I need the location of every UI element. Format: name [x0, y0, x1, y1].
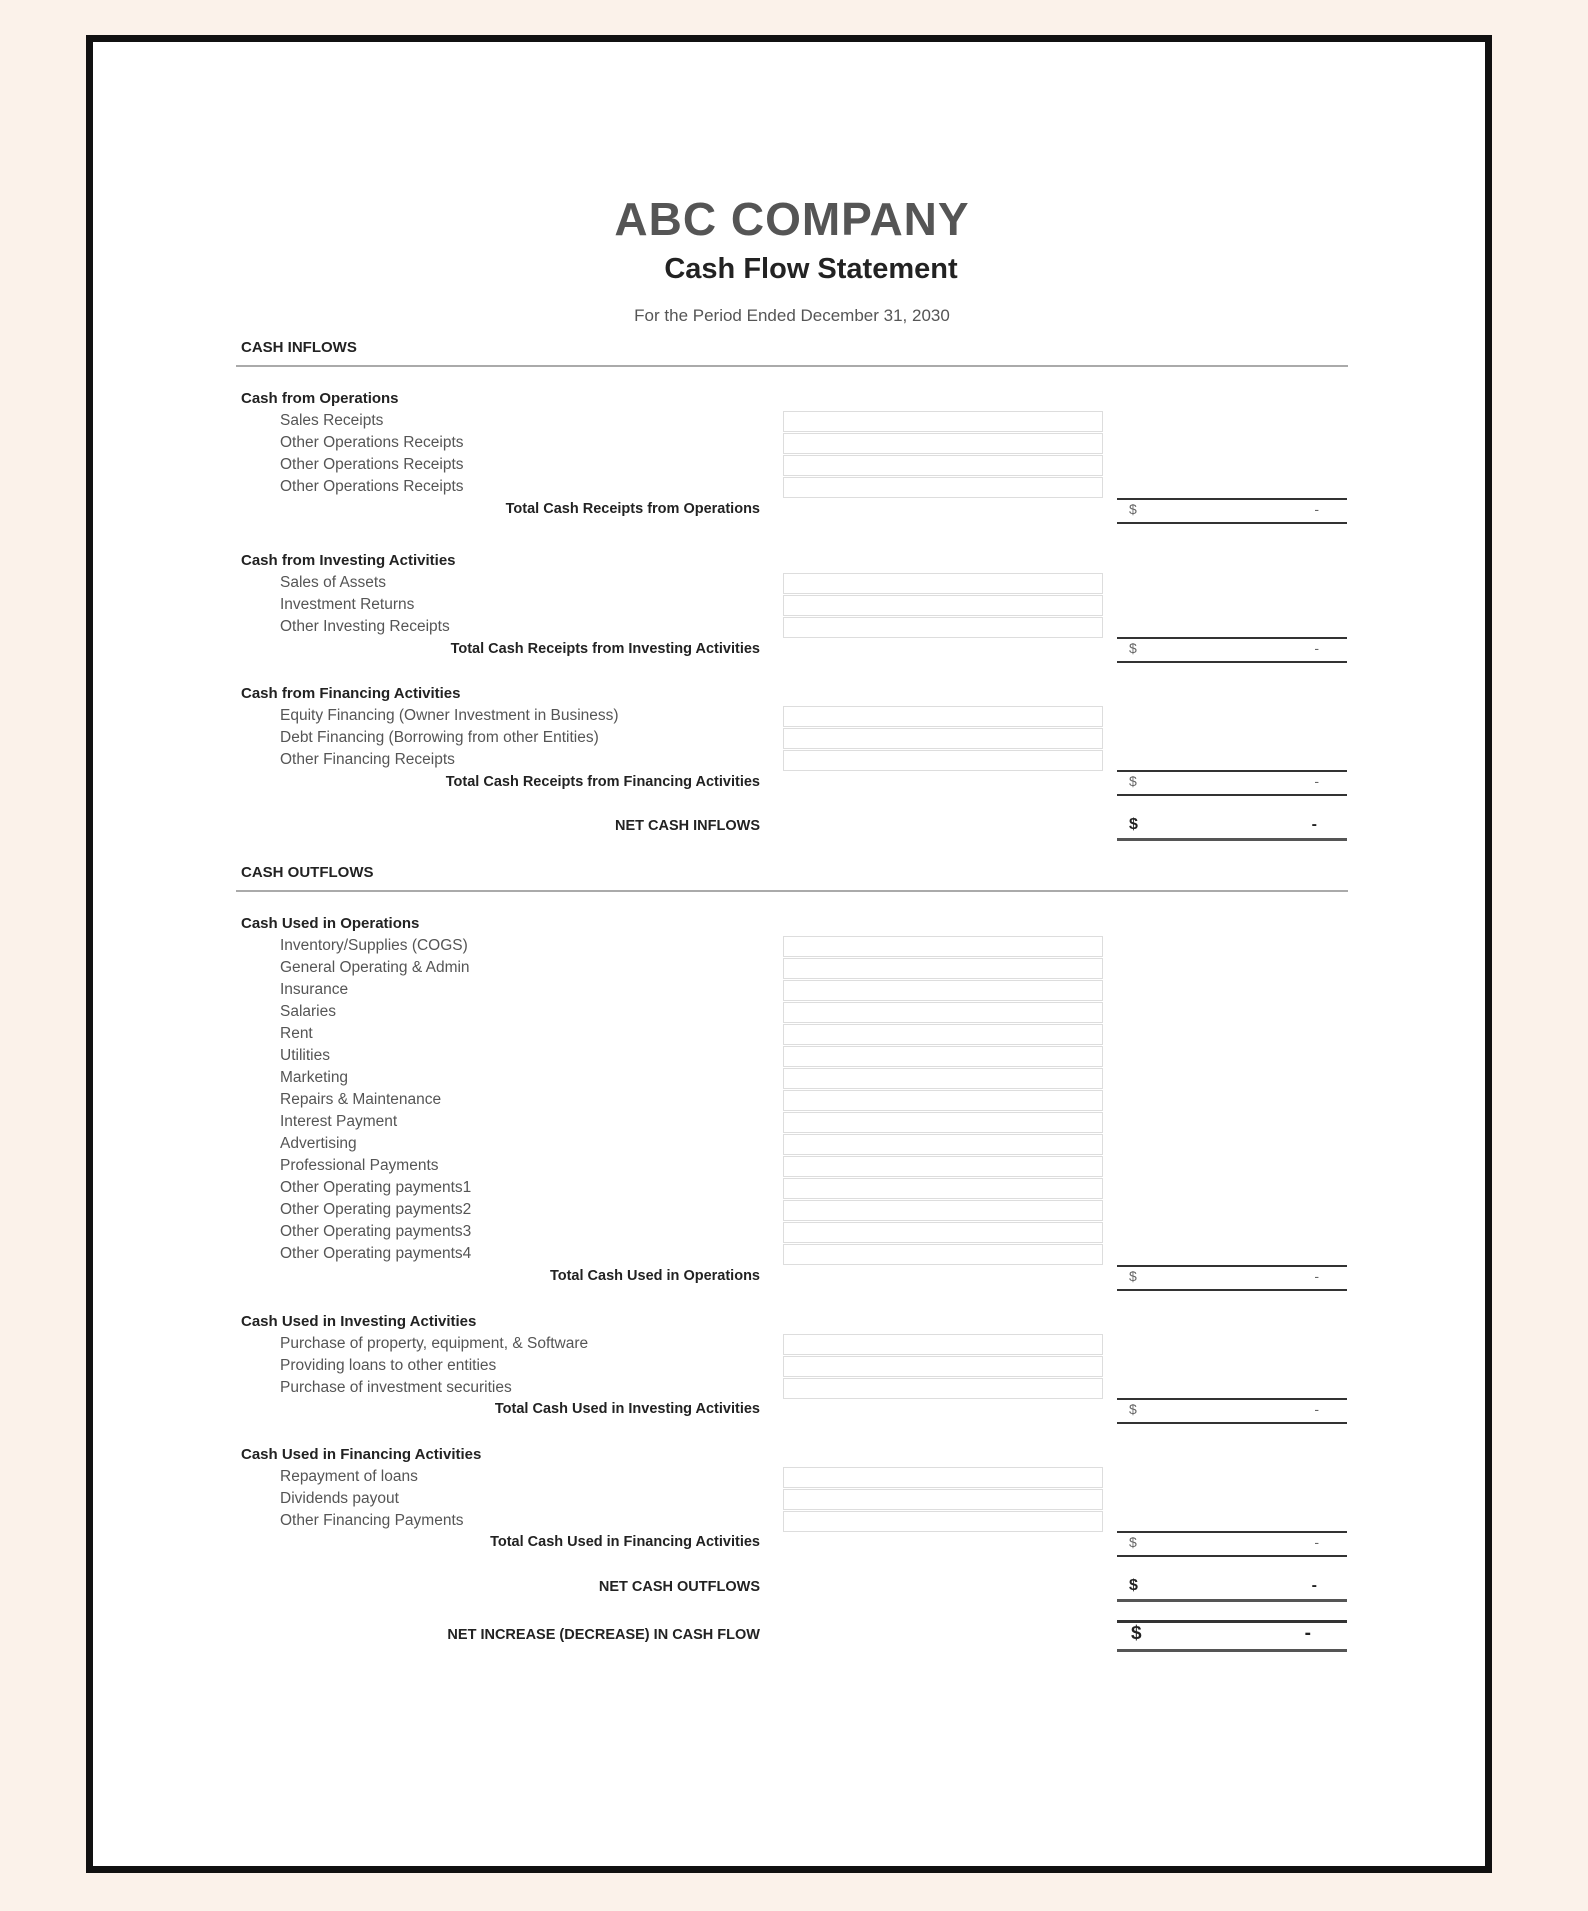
- total-value: -: [1314, 501, 1319, 517]
- currency-symbol: $: [1129, 501, 1137, 517]
- currency-symbol: $: [1129, 1268, 1137, 1284]
- net-increase-cell: [1117, 1620, 1347, 1652]
- outflow-operations-item: Professional Payments: [280, 1157, 439, 1174]
- outflow-operations-item: Repairs & Maintenance: [280, 1091, 442, 1108]
- outflow-financing-inputs: [783, 1466, 1103, 1532]
- inflow-investing-title: Cash from Investing Activities: [241, 552, 456, 569]
- inflow-operations-item: Other Operations Receipts: [280, 456, 464, 473]
- outflow-operations-total-cell: [1117, 1265, 1347, 1291]
- outflow-financing-total-label: Total Cash Used in Financing Activities: [490, 1534, 760, 1550]
- grand-total-value: -: [1304, 1623, 1311, 1644]
- outflow-operations-item: Other Operating payments3: [280, 1223, 472, 1240]
- amount-input[interactable]: [783, 1378, 1103, 1399]
- inflow-investing-total-label: Total Cash Receipts from Investing Activities: [450, 641, 760, 657]
- amount-input[interactable]: [783, 1046, 1103, 1067]
- outflow-operations-item: Other Operating payments2: [280, 1201, 472, 1218]
- amount-input[interactable]: [783, 1024, 1103, 1045]
- amount-input[interactable]: [783, 750, 1103, 771]
- amount-input[interactable]: [783, 1200, 1103, 1221]
- net-cash-outflows-cell: [1117, 1577, 1347, 1602]
- outflow-investing-item: Purchase of investment securities: [280, 1379, 512, 1396]
- currency-symbol: $: [1129, 816, 1138, 833]
- amount-input[interactable]: [783, 617, 1103, 638]
- outflow-financing-item: Dividends payout: [280, 1490, 399, 1507]
- inflow-investing-total-cell: [1117, 637, 1347, 663]
- amount-input[interactable]: [783, 1002, 1103, 1023]
- cash-outflows-rule: [236, 890, 1348, 892]
- amount-input[interactable]: [783, 433, 1103, 454]
- amount-input[interactable]: [783, 1244, 1103, 1265]
- inflow-investing-item: Investment Returns: [280, 596, 415, 613]
- cash-inflows-rule: [236, 365, 1348, 367]
- amount-input[interactable]: [783, 573, 1103, 594]
- inflow-operations-inputs: [783, 410, 1103, 498]
- amount-input[interactable]: [783, 1334, 1103, 1355]
- amount-input[interactable]: [783, 1222, 1103, 1243]
- amount-input[interactable]: [783, 1112, 1103, 1133]
- outflow-operations-title: Cash Used in Operations: [241, 915, 420, 932]
- outflow-financing-item: Repayment of loans: [280, 1468, 418, 1485]
- amount-input[interactable]: [783, 411, 1103, 432]
- outflow-operations-item: Inventory/Supplies (COGS): [280, 937, 468, 954]
- inflow-operations-total-cell: [1117, 498, 1347, 524]
- amount-input[interactable]: [783, 1511, 1103, 1532]
- total-value: -: [1314, 773, 1319, 789]
- amount-input[interactable]: [783, 958, 1103, 979]
- amount-input[interactable]: [783, 1489, 1103, 1510]
- outflow-operations-item: Utilities: [280, 1047, 330, 1064]
- amount-input[interactable]: [783, 936, 1103, 957]
- amount-input[interactable]: [783, 595, 1103, 616]
- inflow-financing-item: Equity Financing (Owner Investment in Business): [280, 707, 619, 724]
- document-title: Cash Flow Statement: [664, 253, 958, 285]
- outflow-operations-item: Advertising: [280, 1135, 357, 1152]
- inflow-operations-total-label: Total Cash Receipts from Operations: [505, 501, 760, 517]
- amount-input[interactable]: [783, 706, 1103, 727]
- inflow-financing-item: Debt Financing (Borrowing from other Entities): [280, 729, 599, 746]
- outflow-investing-title: Cash Used in Investing Activities: [241, 1313, 477, 1330]
- net-cash-outflows-label: NET CASH OUTFLOWS: [598, 1579, 760, 1595]
- inflow-investing-item: Other Investing Receipts: [280, 618, 450, 635]
- amount-input[interactable]: [783, 1356, 1103, 1377]
- currency-symbol: $: [1129, 1401, 1137, 1417]
- net-value: -: [1311, 816, 1317, 833]
- outflow-operations-item: Other Operating payments4: [280, 1245, 472, 1262]
- inflow-financing-inputs: [783, 705, 1103, 771]
- outflow-financing-total-cell: [1117, 1531, 1347, 1557]
- amount-input[interactable]: [783, 1178, 1103, 1199]
- net-cash-inflows-cell: [1117, 816, 1347, 841]
- cash-outflows-heading: CASH OUTFLOWS: [241, 864, 374, 881]
- total-value: -: [1314, 1534, 1319, 1550]
- outflow-investing-item: Purchase of property, equipment, & Software: [280, 1335, 589, 1352]
- outflow-operations-item: Other Operating payments1: [280, 1179, 472, 1196]
- company-name: ABC COMPANY: [614, 193, 970, 245]
- outflow-investing-inputs: [783, 1333, 1103, 1399]
- amount-input[interactable]: [783, 980, 1103, 1001]
- amount-input[interactable]: [783, 1467, 1103, 1488]
- currency-symbol: $: [1129, 773, 1137, 789]
- outflow-operations-item: General Operating & Admin: [280, 959, 470, 976]
- total-value: -: [1314, 1268, 1319, 1284]
- outflow-operations-item: Insurance: [280, 981, 349, 998]
- amount-input[interactable]: [783, 1134, 1103, 1155]
- outflow-operations-item: Salaries: [280, 1003, 336, 1020]
- outflow-financing-title: Cash Used in Financing Activities: [241, 1446, 482, 1463]
- outflow-investing-total-label: Total Cash Used in Investing Activities: [494, 1401, 760, 1417]
- outflow-operations-inputs: [783, 935, 1103, 1265]
- amount-input[interactable]: [783, 455, 1103, 476]
- inflow-operations-item: Other Operations Receipts: [280, 434, 464, 451]
- outflow-operations-total-label: Total Cash Used in Operations: [549, 1268, 760, 1284]
- total-value: -: [1314, 640, 1319, 656]
- period-subtitle: For the Period Ended December 31, 2030: [634, 306, 950, 325]
- inflow-financing-title: Cash from Financing Activities: [241, 685, 461, 702]
- currency-symbol: $: [1129, 640, 1137, 656]
- net-increase-label: NET INCREASE (DECREASE) IN CASH FLOW: [447, 1627, 760, 1643]
- inflow-financing-total-label: Total Cash Receipts from Financing Activities: [445, 774, 760, 790]
- outflow-operations-item: Interest Payment: [280, 1113, 398, 1130]
- inflow-operations-item: Other Operations Receipts: [280, 478, 464, 495]
- inflow-investing-item: Sales of Assets: [280, 574, 386, 591]
- inflow-operations-title: Cash from Operations: [241, 390, 399, 407]
- amount-input[interactable]: [783, 477, 1103, 498]
- inflow-financing-total-cell: [1117, 770, 1347, 796]
- currency-symbol: $: [1129, 1577, 1138, 1594]
- outflow-operations-item: Rent: [280, 1025, 313, 1042]
- outflow-financing-item: Other Financing Payments: [280, 1512, 464, 1529]
- currency-symbol: $: [1131, 1623, 1142, 1644]
- cash-inflows-heading: CASH INFLOWS: [241, 339, 357, 356]
- net-value: -: [1311, 1577, 1317, 1594]
- inflow-financing-item: Other Financing Receipts: [280, 751, 455, 768]
- currency-symbol: $: [1129, 1534, 1137, 1550]
- amount-input[interactable]: [783, 1068, 1103, 1089]
- inflow-investing-inputs: [783, 572, 1103, 638]
- net-cash-inflows-label: NET CASH INFLOWS: [615, 818, 760, 834]
- amount-input[interactable]: [783, 1090, 1103, 1111]
- outflow-investing-item: Providing loans to other entities: [280, 1357, 497, 1374]
- amount-input[interactable]: [783, 1156, 1103, 1177]
- outflow-operations-item: Marketing: [280, 1069, 349, 1086]
- amount-input[interactable]: [783, 728, 1103, 749]
- total-value: -: [1314, 1401, 1319, 1417]
- outflow-investing-total-cell: [1117, 1398, 1347, 1424]
- inflow-operations-item: Sales Receipts: [280, 412, 384, 429]
